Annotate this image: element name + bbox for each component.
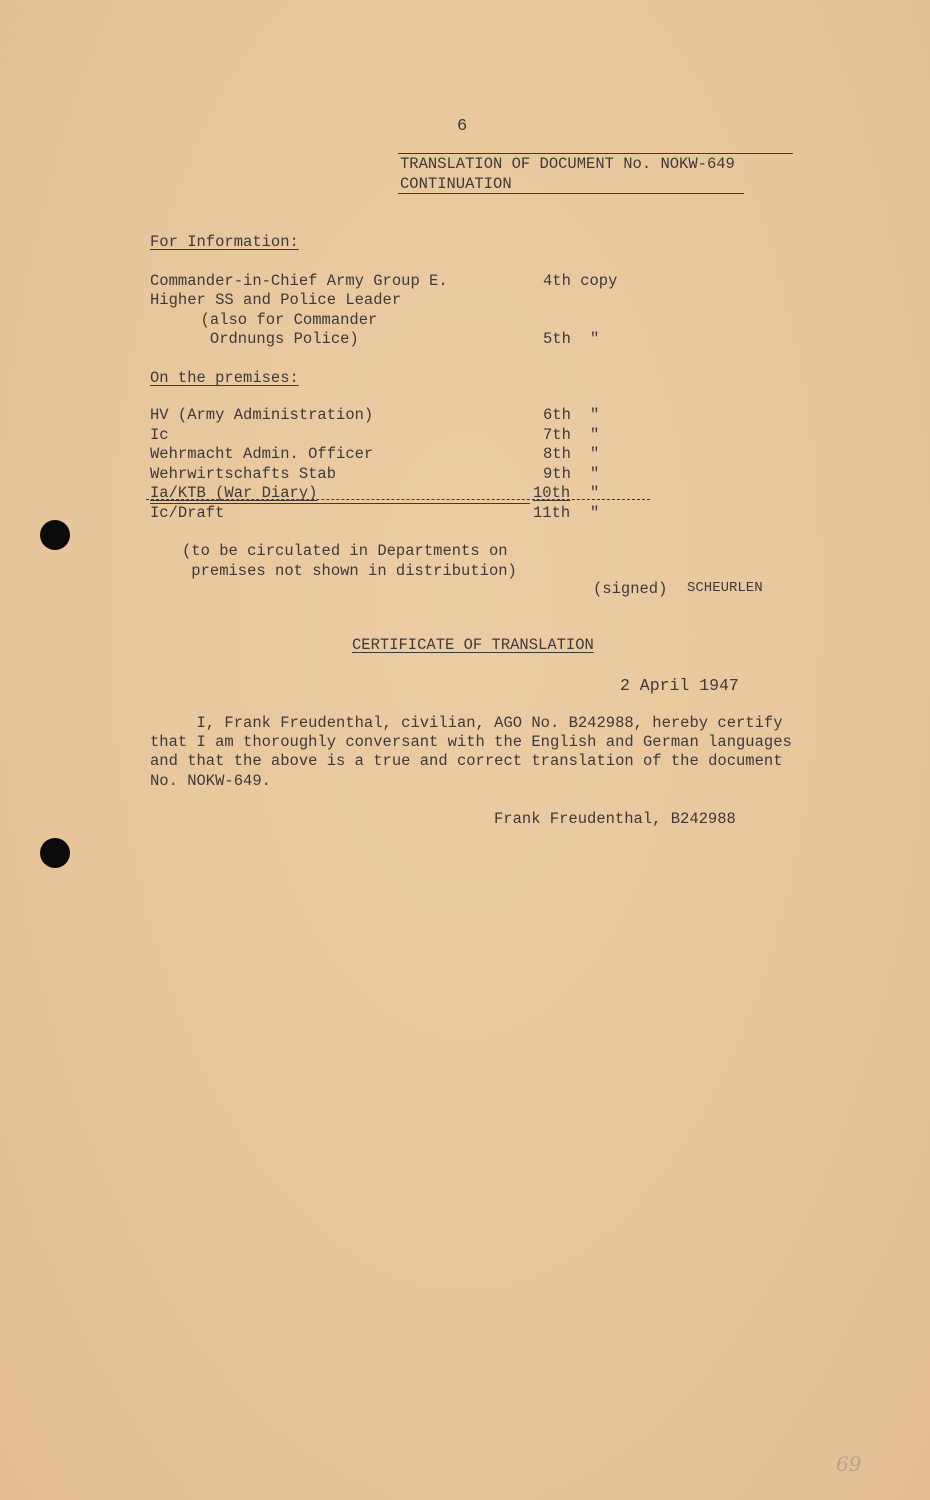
ditto-mark: " <box>590 426 600 444</box>
copy-number: 4th copy <box>543 272 618 290</box>
copy-number: 10th <box>533 484 571 502</box>
distribution-line: HV (Army Administration) <box>150 406 374 424</box>
distribution-rule <box>146 499 650 500</box>
copy-number: 7th <box>543 426 571 444</box>
ditto-mark: " <box>590 484 600 502</box>
ditto-mark: " <box>590 406 600 424</box>
punch-hole <box>40 520 70 550</box>
header-bottom-rule <box>398 193 744 194</box>
distribution-line: (also for Commander <box>182 311 378 329</box>
copy-number: 9th <box>543 465 571 483</box>
header-subtitle: CONTINUATION <box>400 175 512 193</box>
for-information-heading: For Information: <box>150 233 299 251</box>
certificate-body: I, Frank Freudenthal, civilian, AGO No. B242988, hereby certify <box>150 714 783 732</box>
distribution-line: Wehrwirtschafts Stab <box>150 465 337 483</box>
ditto-mark: " <box>590 465 600 483</box>
header-top-rule <box>398 153 793 154</box>
certificate-date: 2 April 1947 <box>620 676 739 695</box>
on-premises-heading: On the premises: <box>150 369 299 387</box>
punch-hole <box>40 838 70 868</box>
ditto-mark: " <box>590 504 600 522</box>
signatory-name: SCHEURLEN <box>687 580 763 596</box>
archive-number: 69 <box>836 1452 862 1476</box>
page-number: 6 <box>457 117 468 136</box>
signed-label: (signed) <box>593 580 668 598</box>
distribution-line: Ic <box>150 426 169 444</box>
distribution-line: Ordnungs Police) <box>182 330 359 348</box>
copy-number: 6th <box>543 406 571 424</box>
circulation-note: (to be circulated in Departments on <box>182 542 508 560</box>
distribution-line: Ic/Draft <box>150 504 225 522</box>
copy-number: 11th <box>533 504 571 522</box>
distribution-line: Ia/KTB (War Diary) <box>150 484 318 502</box>
certificate-body: No. NOKW-649. <box>150 772 271 790</box>
ditto-mark: " <box>590 445 600 463</box>
distribution-line: Commander-in-Chief Army Group E. <box>150 272 448 290</box>
copy-number: 8th <box>543 445 571 463</box>
translator-signature: Frank Freudenthal, B242988 <box>494 810 736 828</box>
ditto-mark: " <box>590 330 600 348</box>
copy-number: 5th <box>543 330 571 348</box>
distribution-line: Wehrmacht Admin. Officer <box>150 445 374 463</box>
distribution-line: Higher SS and Police Leader <box>150 291 402 309</box>
circulation-note: premises not shown in distribution) <box>182 562 517 580</box>
certificate-body: that I am thoroughly conversant with the English and German languages <box>150 733 792 751</box>
header-title: TRANSLATION OF DOCUMENT No. NOKW-649 <box>400 155 735 173</box>
certificate-title: CERTIFICATE OF TRANSLATION <box>352 636 594 654</box>
certificate-body: and that the above is a true and correct translation of the document <box>150 752 783 770</box>
